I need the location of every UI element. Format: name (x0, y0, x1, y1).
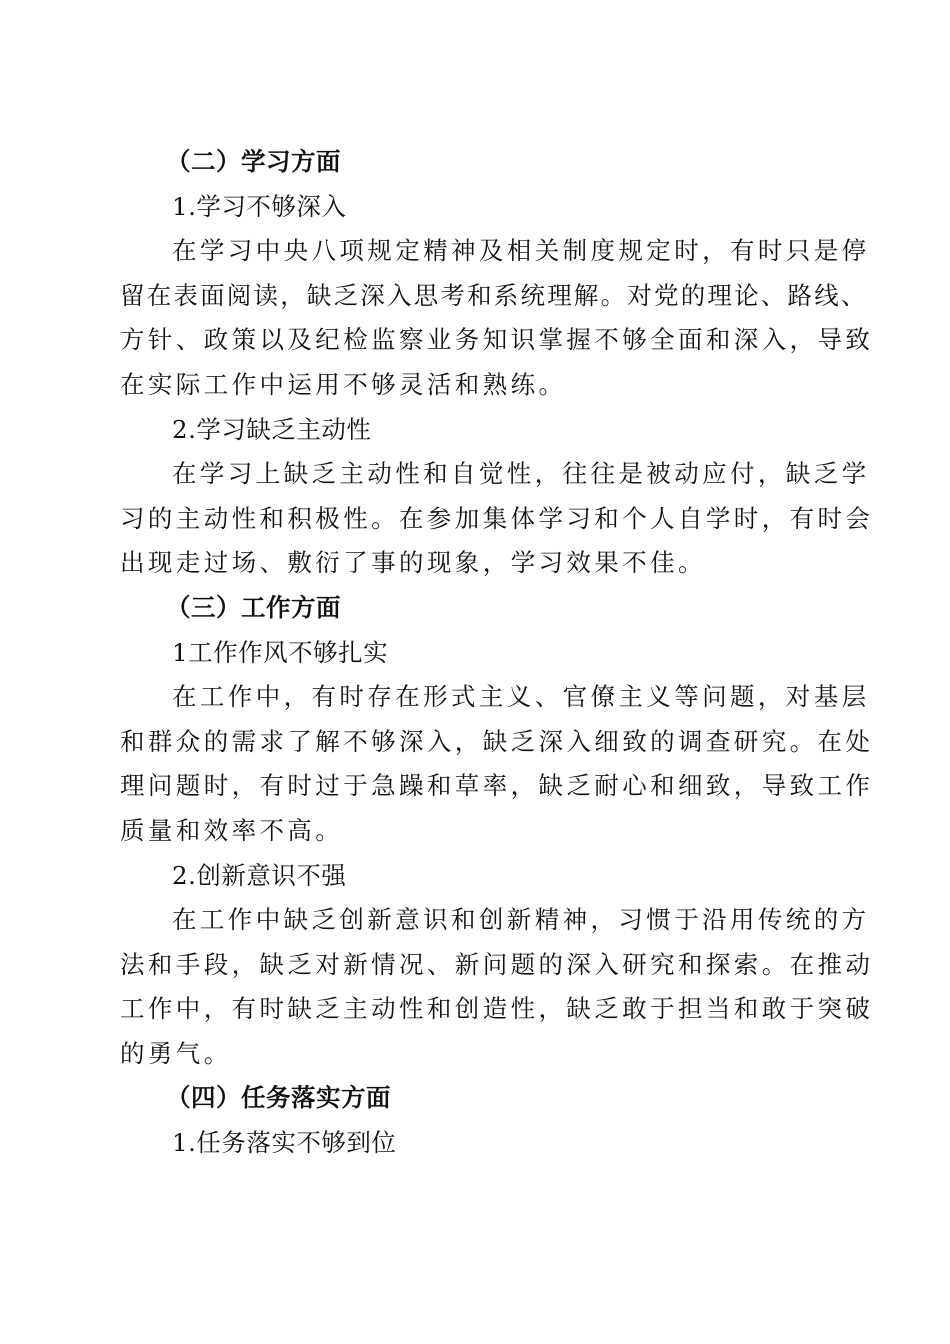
subheading-task-implementation: 1.任务落实不够到位 (172, 1128, 397, 1158)
subheading-study-not-deep: 1.学习不够深入 (172, 191, 347, 221)
paragraph-line: 习的主动性和积极性。在参加集体学习和个人自学时，有时会 (120, 503, 874, 533)
document-body (120, 140, 874, 1166)
paragraph-line: 方针、政策以及纪检监察业务知识掌握不够全面和深入，导致 (120, 325, 874, 355)
section-heading-work: （三）工作方面 (166, 592, 341, 622)
paragraph-line: 在实际工作中运用不够灵活和熟练。 (120, 369, 567, 399)
paragraph-line: 工作中，有时缺乏主动性和创造性，缺乏敢于担当和敢于突破 (120, 994, 874, 1024)
paragraph-line: 在学习上缺乏主动性和自觉性，往往是被动应付，缺乏学 (172, 459, 870, 489)
paragraph-line: 和群众的需求了解不够深入，缺乏深入细致的调查研究。在处 (120, 726, 874, 756)
section-heading-task: （四）任务落实方面 (166, 1083, 391, 1113)
paragraph-line: 理问题时，有时过于急躁和草率，缺乏耐心和细致，导致工作 (120, 771, 874, 801)
paragraph-line: 法和手段，缺乏对新情况、新问题的深入研究和探索。在推动 (120, 949, 874, 979)
subheading-study-lack-initiative: 2.学习缺乏主动性 (172, 414, 372, 444)
paragraph-line: 的勇气。 (120, 1038, 232, 1068)
paragraph-line: 在工作中缺乏创新意识和创新精神，习惯于沿用传统的方 (172, 905, 870, 935)
subheading-work-style: 1工作作风不够扎实 (172, 637, 389, 667)
paragraph-line: 在工作中，有时存在形式主义、官僚主义等问题，对基层 (172, 682, 870, 712)
paragraph-line: 出现走过场、敷衍了事的现象，学习效果不佳。 (120, 548, 706, 578)
paragraph-line: 质量和效率不高。 (120, 815, 344, 845)
subheading-innovation: 2.创新意识不强 (172, 860, 347, 890)
paragraph-line: 留在表面阅读，缺乏深入思考和系统理解。对党的理论、路线、 (120, 280, 868, 310)
section-heading-study: （二）学习方面 (166, 147, 341, 176)
paragraph-line: 在学习中央八项规定精神及相关制度规定时，有时只是停 (172, 236, 870, 266)
